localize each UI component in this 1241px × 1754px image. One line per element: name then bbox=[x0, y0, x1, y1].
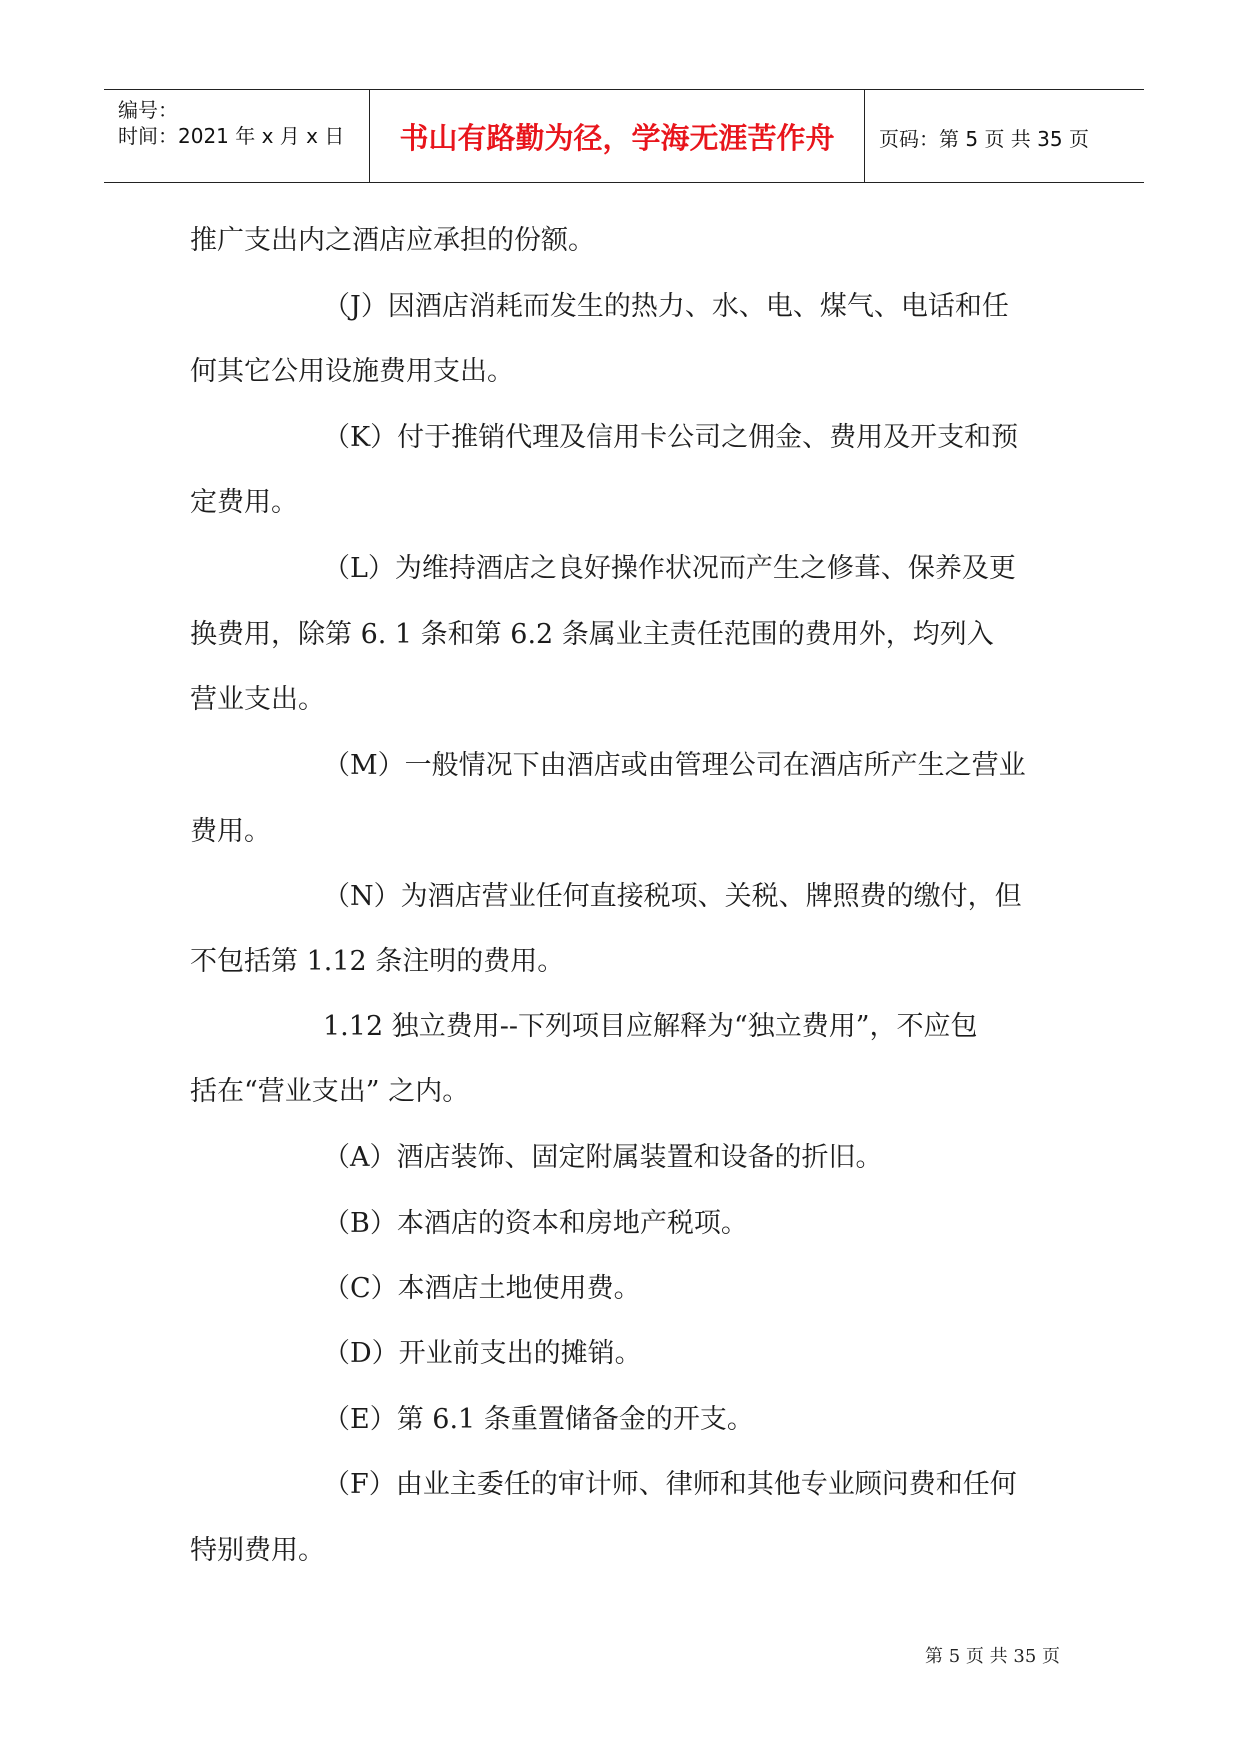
body-line: （K）付于推销代理及信用卡公司之佣金、费用及开支和预 bbox=[323, 422, 1019, 453]
body-line: （C）本酒店土地使用费。 bbox=[323, 1273, 641, 1304]
header-motto: 书山有路勤为径，学海无涯苦作舟 bbox=[399, 121, 835, 155]
header-page-info: 页码：第 5 页 共 35 页 bbox=[879, 127, 1089, 151]
body-line: （B）本酒店的资本和房地产税项。 bbox=[323, 1208, 748, 1239]
page-footer: 第 5 页 共 35 页 bbox=[925, 1646, 1060, 1667]
body-line: 费用。 bbox=[190, 816, 271, 847]
body-line: （A）酒店装饰、固定附属装置和设备的折旧。 bbox=[323, 1142, 883, 1173]
body-line: 括在“营业支出” 之内。 bbox=[190, 1076, 470, 1107]
body-line: 不包括第 1.12 条注明的费用。 bbox=[190, 946, 565, 977]
body-line: 1.12 独立费用--下列项目应解释为“独立费用”，不应包 bbox=[323, 1011, 978, 1042]
body-line: 换费用，除第 6. 1 条和第 6.2 条属业主责任范围的费用外，均列入 bbox=[190, 619, 994, 650]
body-line: 定费用。 bbox=[190, 487, 298, 518]
body-line: （N）为酒店营业任何直接税项、关税、牌照费的缴付，但 bbox=[323, 881, 1022, 912]
body-line: （F）由业主委任的审计师、律师和其他专业顾问费和任何 bbox=[323, 1469, 1017, 1500]
body-line: 何其它公用设施费用支出。 bbox=[190, 356, 514, 387]
body-line: （M）一般情况下由酒店或由管理公司在酒店所产生之营业 bbox=[323, 750, 1026, 781]
body-line: （E）第 6.1 条重置储备金的开支。 bbox=[323, 1404, 754, 1435]
body-line: （J）因酒店消耗而发生的热力、水、电、煤气、电话和任 bbox=[323, 291, 1009, 322]
header-left-cell bbox=[104, 90, 370, 182]
body-line: 特别费用。 bbox=[190, 1535, 325, 1566]
body-line: （L）为维持酒店之良好操作状况而产生之修葺、保养及更 bbox=[323, 553, 1016, 584]
body-line: 营业支出。 bbox=[190, 684, 325, 715]
body-line: 推广支出内之酒店应承担的份额。 bbox=[190, 225, 595, 256]
header-middle-cell bbox=[370, 90, 865, 182]
body-line: （D）开业前支出的摊销。 bbox=[323, 1338, 642, 1369]
header-right-cell bbox=[865, 90, 1144, 182]
document-header bbox=[104, 89, 1144, 183]
document-number-label: 编号： bbox=[118, 98, 178, 122]
document-date: 时间：2021 年 x 月 x 日 bbox=[118, 124, 345, 148]
